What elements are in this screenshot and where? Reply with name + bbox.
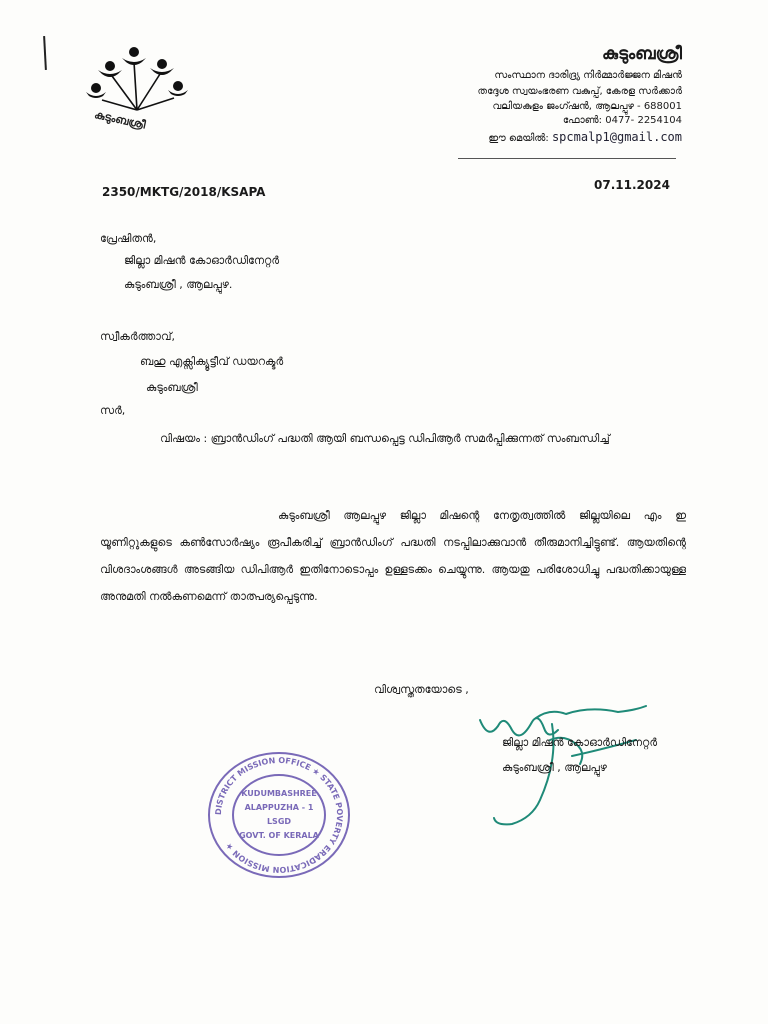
subject-line: വിഷയം : ബ്രാൻഡിംഗ് പദ്ധതി ആയി ബന്ധപ്പെട്ട ഡിപിആർ സമർപ്പിക്കുന്നത് സംബന്ധിച്ച് (160, 432, 610, 445)
header-line-phone: ഫോൺ: 0477- 2254104 (562, 115, 682, 126)
letter-date: 07.11.2024 (594, 178, 670, 192)
margin-mark (43, 36, 47, 70)
reference-number: 2350/MKTG/2018/KSAPA (102, 185, 266, 199)
seal-ring-text: DISTRICT MISSION OFFICE ★ STATE POVERTY ERADICATION MISSION ★ (213, 755, 345, 875)
header-rule (458, 158, 676, 159)
header-line-address: വലിയകുളം ജംഗ്ഷൻ, ആലപ്പുഴ - 688001 (492, 101, 682, 112)
header-line-email (488, 130, 682, 144)
office-seal (206, 750, 352, 880)
email-address: spcmalp1@gmail.com (551, 130, 682, 144)
seal-center-line: LSGD (266, 817, 292, 826)
org-name: കുടുംബശ്രീ (602, 44, 682, 64)
email-label: ഈ മെയിൽ: (488, 133, 549, 144)
from-designation: ജില്ലാ മിഷൻ കോഓർഡിനേറ്റർ (124, 254, 280, 267)
from-label: പ്രേഷിതൻ, (100, 232, 157, 245)
body-text: കുടുംബശ്രീ ആലപ്പുഴ ജില്ലാ മിഷന്റെ നേതൃത്വത്തിൽ ജില്ലയിലെ എം ഇ യൂണിറ്റുകളുടെ കൺസോർഷ്യം രൂപീകരിച്ച് ബ്രാൻഡിംഗ് പദ്ധതി നടപ്പിലാക്കുവാൻ തീരുമാനിച്ചിട്ടുണ്ട്. ആയതിന്റെ വിശദാംശങ്ങൾ അടങ്ങിയ ഡിപിആർ ഇതിനോടൊപ്പം ഉള്ളടക്കം ചെയ്യുന്നു. ആയതു പരിശോധിച്ചു പദ്ധതിക്കായുള്ള അനുമതി നൽകണമെന്ന് താത്പര്യപ്പെടുന്നു. (100, 509, 686, 603)
seal-center-line: KUDUMBASHREE (241, 789, 317, 798)
body-paragraph (100, 502, 686, 610)
from-office: കുടുംബശ്രീ , ആലപ്പുഴ. (124, 278, 233, 291)
seal-center-line: ALAPPUZHA - 1 (244, 803, 314, 812)
logo-caption: കുടുംബശ്രീ (93, 108, 147, 132)
header-line-mission: സംസ്ഥാന ദാരിദ്ര്യ നിർമ്മാർജ്ജന മിഷൻ (494, 70, 682, 81)
closing: വിശ്വസ്തതയോടെ , (374, 683, 469, 696)
header-line-department: തദ്ദേശ സ്വയംഭരണ വകുപ്പ്, കേരള സർക്കാർ (477, 86, 682, 97)
seal-center-line: GOVT. OF KERALA (239, 831, 319, 840)
to-label: സ്വീകർത്താവ്, (100, 330, 175, 343)
to-designation: ബഹു എക്സിക്യൂട്ടീവ് ഡയറക്ടർ (140, 355, 284, 368)
to-office: കുടുംബശ്രീ (146, 381, 198, 394)
signatory-designation: ജില്ലാ മിഷൻ കോഓർഡിനേറ്റർ (502, 736, 658, 749)
salutation: സർ, (100, 404, 126, 417)
signatory-office: കുടുംബശ്രീ , ആലപ്പുഴ (502, 761, 607, 774)
